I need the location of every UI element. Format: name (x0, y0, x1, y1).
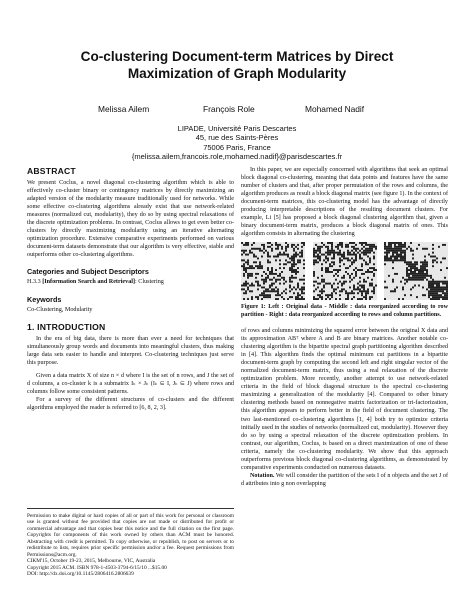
right-paragraph-1: In this paper, we are especially concerned with algorithms that seek an optimal block diagonal co-clustering, meaning that data points and features have the same number of clusters and that, after proper permutation of the rows and columns, the algorithm produces as result a block diagonal matrix (see figure 1). In the context of document-term matrices, this co-clustering model has the advantage of directly producing interpretable descriptions of the resulting document clusters. For example, Li [5] has proposed a block diagonal clustering algorithm that, given a binary document-term matrix, produces a block diagonal matrix of ones. This algorithm consists in alternating the clustering (241, 167, 448, 238)
right-column (241, 166, 448, 488)
permission-notice (27, 508, 234, 578)
categories-text (27, 278, 234, 286)
title-line-2: Maximization of Graph Modularity (127, 66, 347, 81)
permission-text: Permission to make digital or hard copies of all or part of this work for personal or classroom use is granted without fee provided that copies are not made or distributed for profit or commercial advantage and that copies bear this notice and the full citation on the first page. Copyrights for components of this work owned by others than ACM must be honored. Abstracting with credit is permitted. To copy otherwise, or republish, to post on servers or to redistribute to lists, requires prior specific permission and/or a fee. Request permissions from Permissions@acm.org. (27, 513, 234, 558)
author-1: Melissa Ailem (98, 104, 150, 114)
keywords-text: Co-Clustering, Modularity (27, 306, 93, 313)
intro-paragraph-2: Given a data matrix X of size n × d where I is the set of n rows, and J the set of d columns, a co-cluster k is a submatrix Iₖ × Jₖ (Iₖ ⊆ I, Jₖ ⊆ J) where rows and columns follow some consistent patterns. (27, 372, 234, 395)
author-3: Mohamed Nadif (305, 104, 365, 114)
affiliation (0, 124, 474, 162)
figure-row-reorganized (313, 242, 377, 300)
conference-line: CIKM'15, October 19-23, 2015, Melbourne, VIC, Australia (27, 558, 156, 565)
keywords-heading: Keywords (27, 294, 62, 304)
figure-original-data (241, 242, 305, 300)
categories-code: H.3.3 (27, 279, 43, 286)
categories-bold: [Information Search and Retrieval] (42, 279, 136, 286)
notation-label: Notation. (250, 472, 275, 479)
affiliation-line-1: LIPADE, Université Paris Descartes (177, 124, 297, 133)
figure-caption: Figure 1: Left : Original data - Middle : data reorganized according to row partition - Right : data reorganized according to rows and column partitions. (241, 304, 448, 319)
left-column (27, 166, 234, 412)
figure-block-diagonal (384, 242, 448, 300)
affiliation-line-2: 45, rue des Saints-Pères (195, 133, 279, 143)
title-line-1: Co-clustering Document-term Matrices by Direct (80, 49, 394, 64)
affiliation-line-3: 75006 Paris, France (203, 142, 271, 152)
categories-heading: Categories and Subject Descriptors (27, 267, 149, 277)
author-2: François Role (203, 104, 255, 114)
notation-paragraph (241, 472, 448, 488)
notation-text: We will consider the partition of the sets I of n objects and the set J of d attributes into g non overlapping (241, 472, 448, 487)
abstract-heading: ABSTRACT (27, 166, 76, 176)
copyright-line: Copyright 2015 ACM. ISBN 978-1-4503-3794-6/15/10 ...$15.00 (27, 564, 167, 571)
affiliation-email: {melissa.ailem,francois.role,mohamed.nadif}@parisdescartes.fr (131, 152, 343, 162)
categories-rest: : Clustering (135, 279, 164, 286)
intro-paragraph-3: For a survey of the different structures of co-clusters and the different algorithms employed the reader is referred to [6, 8, 2, 3]. (27, 396, 234, 411)
intro-paragraph-1: In the era of big data, there is more than ever a need for techniques that simultaneously group words and documents into meaningful clusters, thus making large data sets easier to handle and interpret. Co-clustering techniques just serve this purpose. (27, 335, 234, 366)
figure-1 (241, 242, 448, 300)
doi-line: DOI: http://dx.doi.org/10.1145/2806416.2806639 (27, 571, 134, 578)
introduction-heading: 1. INTRODUCTION (27, 321, 106, 332)
right-paragraph-2: of rows and columns minimizing the squared error between the original X data and its approximation ABᵀ where A and B are binary matrices. Another notable co-clustering algorithm is the bipartite spectral graph partitioning algorithm described in [4]. This algorithm finds the optimal minimum cut partitions in a bipartite document-term graph by computing the second left and right singular vector of the normalized document-term matrix, thus using a real relaxation of the discrete optimization problem. More recently, another attempt to use network-related criteria in the field of block diagonal structure is the spectral co-clustering maximizing a generalization of the modularity [4]. Compared to other binary clustering methods based on nonnegative matrix factorization or tri-factorization, this algorithm appears to perform better in the field of document clustering. The two last-mentioned co-clustering algorithms [1, 4] both try to optimize criteria initially used in the studies of networks (normalized cut, modularity). However they do so by using a spectral relaxation of the discrete optimization problem. In contrast, our algorithm, Coclus, is based on a direct maximization of one of these criteria, namely the co-clustering modularity. We show that this approach outperforms previous block diagonal co-clustering algorithms, as demonstrated by comparative experiments conducted on numerous datasets. (241, 328, 448, 471)
paper-title (0, 48, 474, 82)
abstract-text: We present Coclus, a novel diagonal co-clustering algorithm which is able to effectively co-cluster binary or contingency matrices by directly maximizing an adapted version of the modularity measure traditionally used for networks. While some effective co-clustering algorithms already exist that use network-related measures (normalized cut, modularity), they do so by using spectral relaxations of the discrete optimization problems. In contrast, Coclus allows to get even better co-clusters by directly maximizing modularity using an iterative alternating optimization procedure. Extensive comparative experiments performed on various document-term datasets demonstrate that our algorithm is very effective, stable and outperforms other co-clustering algorithms. (27, 180, 234, 259)
